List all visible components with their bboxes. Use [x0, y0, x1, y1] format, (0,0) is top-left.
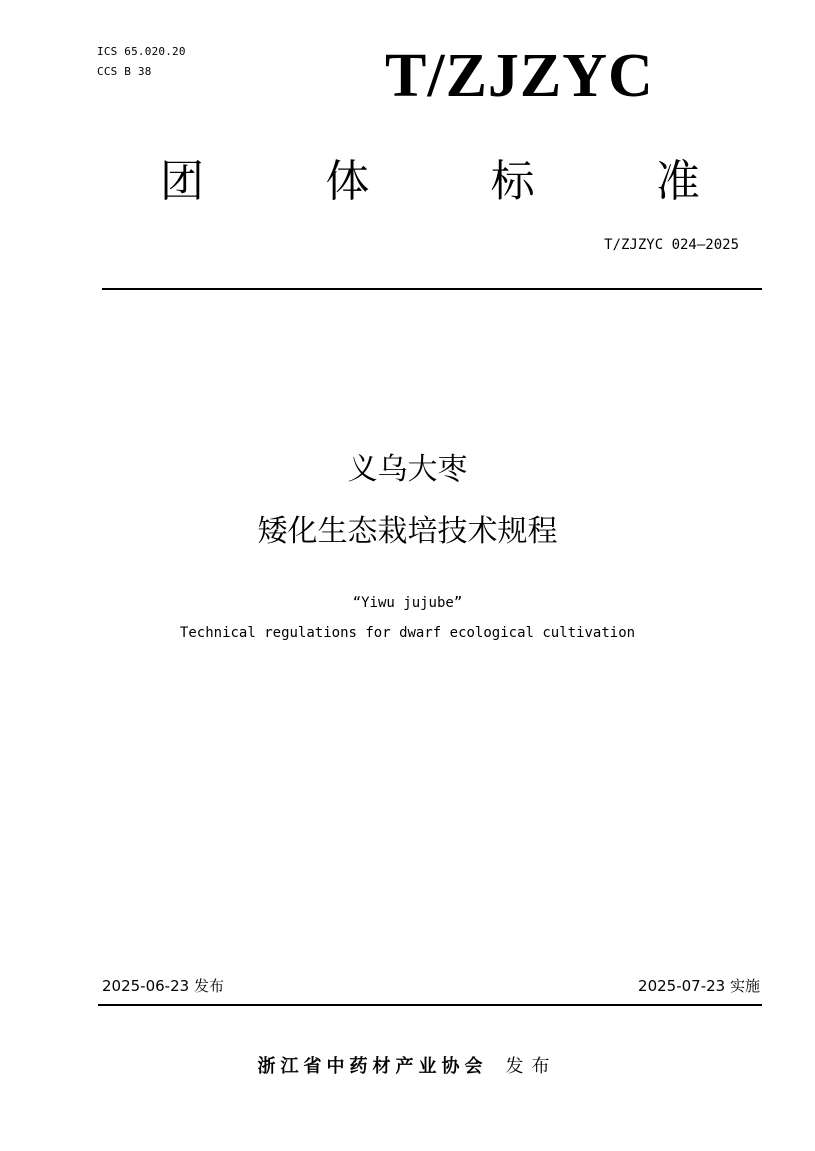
- issue-date: 2025-06-23 发布: [102, 977, 224, 995]
- ccs-code: CCS B 38: [97, 65, 152, 78]
- standard-type-char: 体: [325, 156, 370, 207]
- series-code-logo: T/ZJZYC: [385, 42, 654, 110]
- publisher-org: 浙江省中药材产业协会: [257, 1056, 488, 1077]
- standard-type-char: 团: [160, 156, 204, 207]
- ics-code: ICS 65.020.20: [97, 45, 186, 58]
- standard-type-char: 准: [655, 156, 700, 207]
- english-title: [0, 588, 815, 648]
- publisher-line: [0, 1052, 815, 1082]
- title-line-1: 义乌大枣: [347, 452, 468, 487]
- standard-type-heading: [160, 150, 700, 214]
- publisher-verb: 发布: [505, 1056, 558, 1077]
- standard-type-char: 标: [490, 156, 535, 207]
- english-title-line-1: “Yiwu jujube”: [352, 595, 463, 611]
- document-title: [0, 446, 815, 556]
- standard-number: T/ZJZYC 024—2025: [604, 237, 739, 253]
- english-title-line-2: Technical regulations for dwarf ecological cultivation: [179, 625, 636, 641]
- title-line-2: 矮化生态栽培技术规程: [257, 514, 558, 549]
- bottom-divider: [98, 1004, 762, 1006]
- classification-codes: [97, 42, 186, 82]
- top-divider: [102, 288, 762, 290]
- implementation-date: 2025-07-23 实施: [638, 977, 760, 995]
